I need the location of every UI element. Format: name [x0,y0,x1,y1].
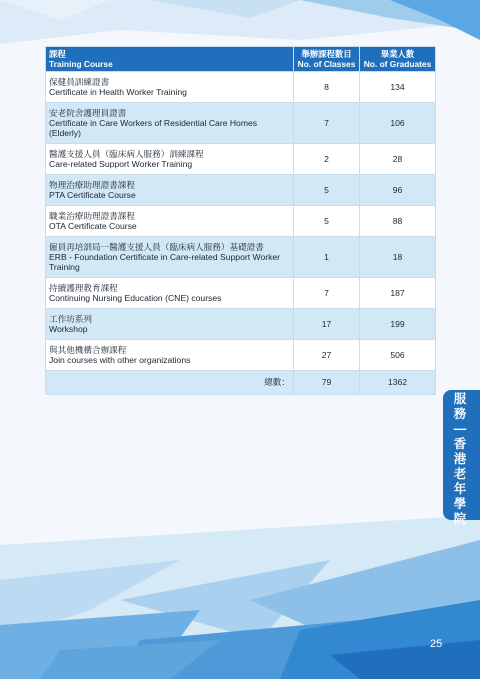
course-table [45,46,436,395]
header-graduates-en: No. of Graduates [363,59,432,69]
header-graduates [360,47,436,72]
graduates-cell: 134 [360,72,436,103]
classes-cell: 5 [294,175,360,206]
header-classes-zh: 舉辦課程數目 [301,49,352,59]
course-cell [46,237,294,278]
header-course-en: Training Course [49,59,113,69]
course-name-zh: 工作坊系列 [49,313,92,324]
total-label: 總數： [46,371,294,395]
header-classes [294,47,360,72]
header-classes-en: No. of Classes [297,59,356,69]
page-number: 25 [430,638,443,650]
course-name-zh: 安老院舍護理員證書 [49,107,127,118]
table-row [46,175,436,206]
course-name-zh: 物理治療助理證書課程 [49,179,135,190]
course-cell [46,103,294,144]
graduates-cell: 506 [360,340,436,371]
course-cell [46,340,294,371]
course-name-en: OTA Certificate Course [49,221,137,231]
course-cell [46,175,294,206]
classes-cell: 7 [294,103,360,144]
header-graduates-zh: 畢業人數 [380,49,415,59]
classes-cell: 1 [294,237,360,278]
header-course [46,47,294,72]
course-name-en: ERB - Foundation Certificate in Care-related Support Worker Training [49,251,281,273]
table-row [46,237,436,278]
course-name-zh: 醫護支援人員（臨床病人服務）訓練課程 [49,148,204,159]
graduates-cell: 187 [360,278,436,309]
header-course-zh: 課程 [49,49,66,59]
table-row [46,103,436,144]
course-cell [46,309,294,340]
graduates-cell: 28 [360,144,436,175]
course-name-en: Care-related Support Worker Training [49,159,193,169]
course-name-en: Certificate in Health Worker Training [49,87,187,97]
course-name-en: Workshop [49,324,88,334]
table-row [46,206,436,237]
total-row [46,371,436,395]
classes-cell: 8 [294,72,360,103]
course-name-zh: 僱員再培訓局一醫護支援人員（臨床病人服務）基礎證書 [49,241,264,252]
classes-cell: 2 [294,144,360,175]
graduates-cell: 106 [360,103,436,144]
table-row [46,144,436,175]
table-row [46,309,436,340]
course-name-en: Continuing Nursing Education (CNE) courses [49,293,222,303]
table-row [46,72,436,103]
classes-cell: 5 [294,206,360,237]
table-row [46,340,436,371]
course-cell [46,144,294,175]
course-name-en: PTA Certificate Course [49,190,136,200]
table-header-row [46,47,436,72]
course-name-en: Certificate in Care Workers of Residential Care Homes (Elderly) [49,117,258,139]
total-graduates: 1362 [360,371,436,395]
course-cell [46,206,294,237]
graduates-cell: 96 [360,175,436,206]
course-name-zh: 持續護理教育課程 [49,282,118,293]
side-section-label: 服務—香港老年學院 [453,392,467,526]
course-name-en: Join courses with other organizations [49,355,191,365]
course-cell [46,72,294,103]
classes-cell: 7 [294,278,360,309]
course-name-zh: 與其他機構合辦課程 [49,344,127,355]
graduates-cell: 18 [360,237,436,278]
course-name-zh: 職業治療助理證書課程 [49,210,135,221]
course-name-zh: 保健員訓練證書 [49,76,110,87]
classes-cell: 17 [294,309,360,340]
course-cell [46,278,294,309]
total-classes: 79 [294,371,360,395]
table-row [46,278,436,309]
graduates-cell: 88 [360,206,436,237]
graduates-cell: 199 [360,309,436,340]
classes-cell: 27 [294,340,360,371]
